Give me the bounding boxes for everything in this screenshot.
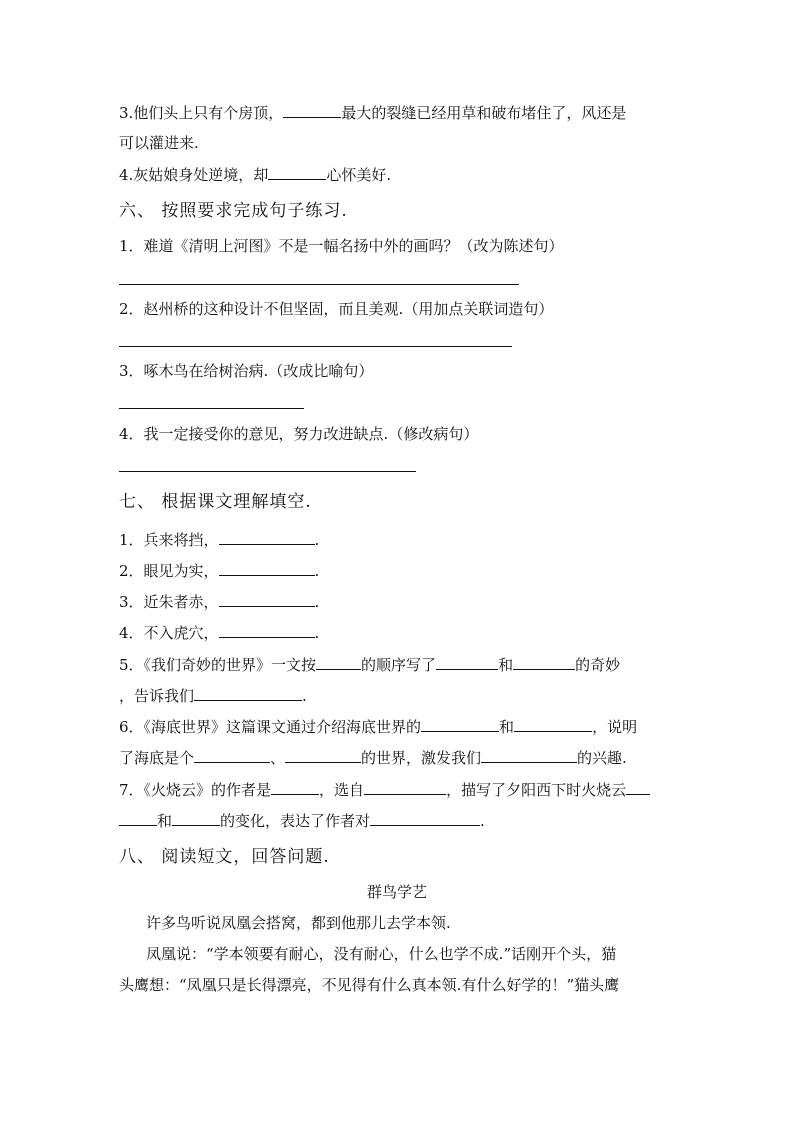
s7-question-1 bbox=[119, 529, 319, 550]
s7-q7-text-b: ，选自 bbox=[319, 781, 365, 799]
answer-blank[interactable] bbox=[194, 685, 302, 701]
section-8-heading: 八、 阅读短文，回答问题. bbox=[119, 847, 330, 867]
answer-blank[interactable] bbox=[119, 810, 157, 826]
s7-q5-text-b: 的顺序写了 bbox=[361, 656, 437, 674]
s6-question-2: 2．赵州桥的这种设计不但坚固，而且美观.（用加点关联词造句） bbox=[119, 300, 554, 318]
answer-blank[interactable] bbox=[268, 164, 326, 180]
s7-question-4 bbox=[119, 622, 319, 643]
s6-question-3: 3．啄木鸟在给树治病.（改成比喻句） bbox=[119, 362, 374, 380]
answer-blank[interactable] bbox=[172, 810, 220, 826]
s7-q5-text-d: 的奇妙 bbox=[575, 656, 621, 674]
s7-question-7-line1 bbox=[119, 779, 650, 800]
s7-q7-text-e: 的变化，表达了作者对 bbox=[220, 812, 371, 830]
s7-q6-text-b: 和 bbox=[499, 718, 515, 736]
period: . bbox=[314, 531, 320, 549]
story-title: 群鸟学艺 bbox=[366, 883, 427, 901]
s7-q5-text-e: ，告诉我们 bbox=[119, 687, 195, 705]
answer-blank[interactable] bbox=[219, 591, 315, 607]
period: . bbox=[314, 624, 320, 642]
answer-blank[interactable] bbox=[481, 747, 577, 763]
s7-q6-text-g: 的兴趣. bbox=[577, 749, 627, 767]
s5-q3-text-b: 最大的裂缝已经用草和破布堵住了，风还是 bbox=[341, 104, 627, 122]
s6-question-1: 1．难道《清明上河图》不是一幅名扬中外的画吗？（改为陈述句） bbox=[119, 237, 564, 255]
answer-blank[interactable] bbox=[370, 810, 480, 826]
story-paragraph-1: 许多鸟听说凤凰会搭窝，都到他那儿去学本领. bbox=[146, 914, 451, 932]
story-paragraph-2-line2: 头鹰想：“凤凰只是长得漂亮，不见得有什么真本领.有什么好学的！”猫头鹰 bbox=[119, 976, 620, 994]
s7-q7-text-c: ，描写了夕阳西下时火烧云 bbox=[446, 781, 627, 799]
s7-question-5-line1 bbox=[119, 654, 620, 675]
answer-blank[interactable] bbox=[283, 102, 341, 118]
section-6-heading: 六、 按照要求完成句子练习. bbox=[119, 201, 348, 221]
s6-q3-answer-line[interactable] bbox=[119, 408, 304, 409]
answer-blank[interactable] bbox=[219, 529, 315, 545]
s7-q4-text: 4．不入虎穴， bbox=[119, 624, 219, 642]
answer-blank[interactable] bbox=[514, 716, 592, 732]
answer-blank[interactable] bbox=[626, 779, 650, 795]
answer-blank[interactable] bbox=[219, 560, 315, 576]
s5-q4-text-b: 心怀美好. bbox=[326, 166, 392, 184]
s5-q3-text-c: 可以灌进来. bbox=[119, 134, 199, 152]
answer-blank[interactable] bbox=[194, 747, 270, 763]
section-7-heading: 七、 根据课文理解填空. bbox=[119, 492, 312, 512]
answer-blank[interactable] bbox=[421, 716, 499, 732]
story-paragraph-2-line1: 凤凰说：“学本领要有耐心，没有耐心，什么也学不成.”话刚开个头，猫 bbox=[146, 945, 617, 963]
s7-q7-text-a: 7．《火烧云》的作者是 bbox=[119, 781, 272, 799]
s7-q6-text-c: ，说明 bbox=[592, 718, 638, 736]
s7-q5-text-a: 5．《我们奇妙的世界》一文按 bbox=[119, 656, 317, 674]
answer-blank[interactable] bbox=[436, 654, 498, 670]
s6-q2-answer-line[interactable] bbox=[119, 346, 512, 347]
period: . bbox=[314, 593, 320, 611]
s6-q4-answer-line[interactable] bbox=[119, 471, 416, 472]
s5-q4-text-a: 4.灰姑娘身处逆境，却 bbox=[119, 166, 269, 184]
s7-q6-text-d: 了海底是个 bbox=[119, 749, 195, 767]
s5-question-3-line1 bbox=[119, 102, 626, 123]
s7-question-6-line1 bbox=[119, 716, 637, 737]
answer-blank[interactable] bbox=[271, 779, 319, 795]
s7-question-3 bbox=[119, 591, 319, 612]
s6-q1-answer-line[interactable] bbox=[119, 284, 519, 285]
answer-blank[interactable] bbox=[316, 654, 361, 670]
s7-q2-text: 2．眼见为实， bbox=[119, 562, 219, 580]
answer-blank[interactable] bbox=[219, 622, 315, 638]
s7-question-5-line2 bbox=[119, 685, 307, 706]
s5-q3-text-a: 3.他们头上只有个房顶， bbox=[119, 104, 284, 122]
period: . bbox=[302, 687, 307, 705]
s7-q6-text-f: 的世界，激发我们 bbox=[361, 749, 482, 767]
answer-blank[interactable] bbox=[364, 779, 446, 795]
s7-q6-text-a: 6．《海底世界》这篇课文通过介绍海底世界的 bbox=[119, 718, 422, 736]
s7-q5-text-c: 和 bbox=[498, 656, 514, 674]
s5-question-4 bbox=[119, 164, 391, 185]
answer-blank[interactable] bbox=[513, 654, 575, 670]
s5-question-3-line2 bbox=[119, 133, 199, 153]
s7-question-7-line2 bbox=[119, 810, 485, 831]
s7-q6-text-e: 、 bbox=[270, 749, 286, 767]
s7-q1-text: 1．兵来将挡， bbox=[119, 531, 219, 549]
answer-blank[interactable] bbox=[285, 747, 361, 763]
period: . bbox=[314, 562, 320, 580]
period: . bbox=[480, 812, 485, 830]
s7-q3-text: 3．近朱者赤， bbox=[119, 593, 219, 611]
s7-q7-text-d: 和 bbox=[157, 812, 173, 830]
s7-question-6-line2 bbox=[119, 747, 627, 768]
s6-question-4: 4．我一定接受你的意见，努力改进缺点.（修改病句） bbox=[119, 425, 479, 443]
s7-question-2 bbox=[119, 560, 319, 581]
